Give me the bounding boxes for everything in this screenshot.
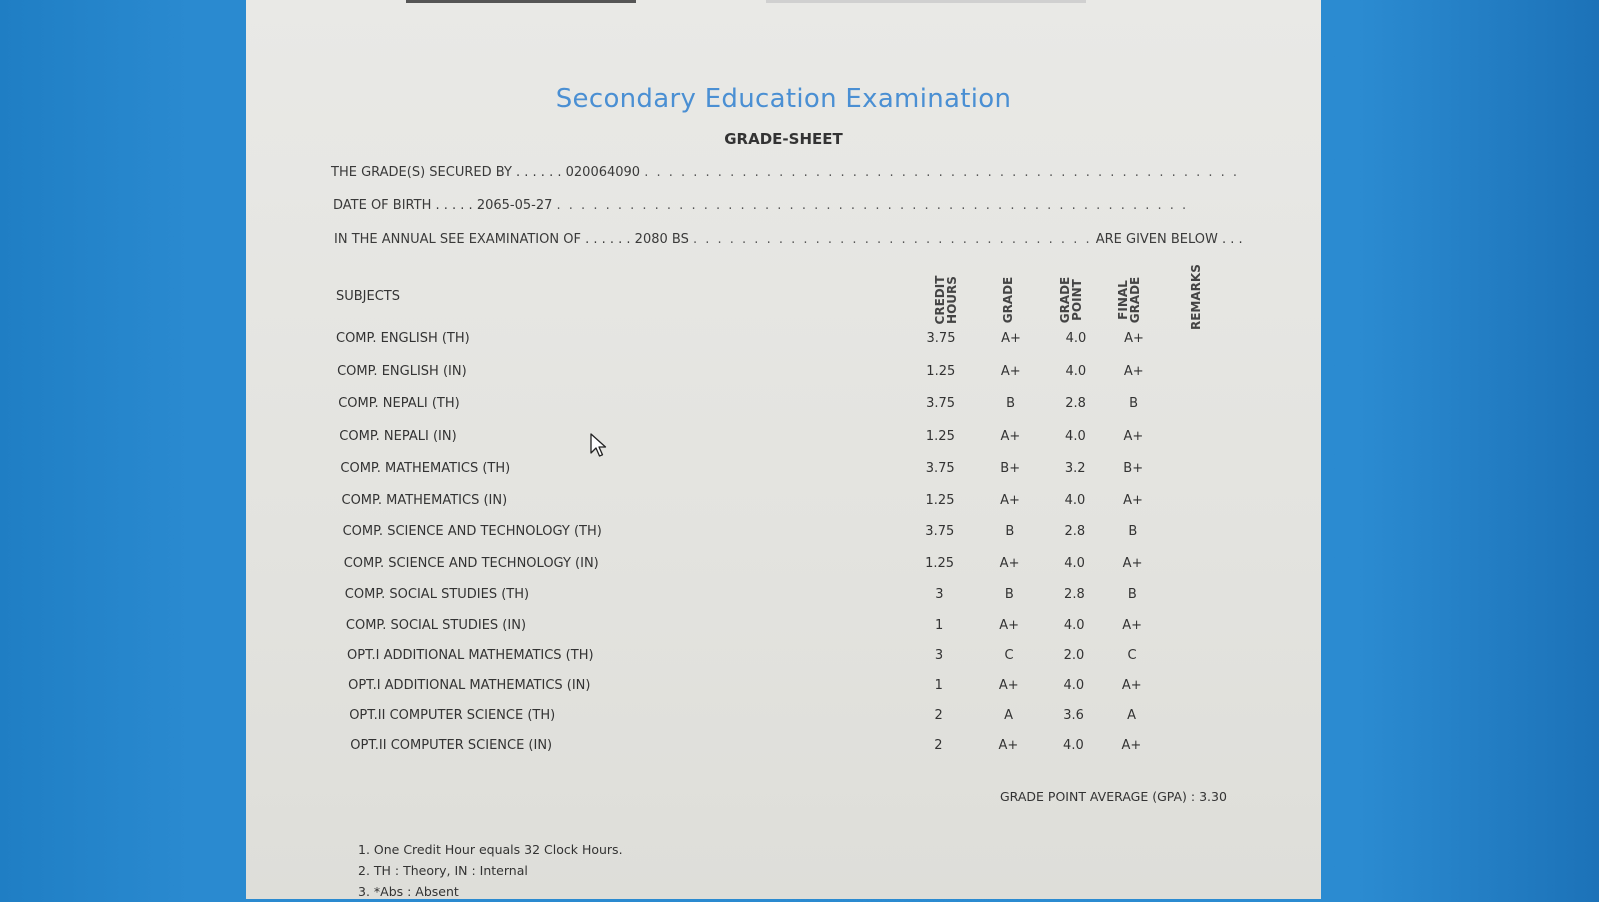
- final-grade-cell: A+: [1123, 364, 1144, 379]
- credit-hours-cell: 1: [934, 678, 943, 693]
- final-grade-cell: B+: [1123, 461, 1144, 476]
- grade-cell: A+: [999, 556, 1020, 571]
- header-subjects: SUBJECTS: [336, 289, 401, 304]
- footnote-item: 2. TH : Theory, IN : Internal: [358, 863, 528, 878]
- table-row: [349, 708, 1249, 728]
- table-row: [346, 618, 1246, 638]
- final-grade-cell: B: [1128, 524, 1138, 539]
- table-row: [340, 461, 1240, 481]
- table-row: [343, 524, 1243, 544]
- credit-hours-cell: 3.75: [926, 331, 956, 346]
- credit-hours-cell: 1.25: [925, 429, 955, 444]
- subject-cell: COMP. MATHEMATICS (IN): [341, 493, 508, 508]
- grade-cell: A: [1004, 708, 1014, 723]
- table-row: [336, 331, 1236, 351]
- dotted-leader: . . . . . . . . . . . . . . . . . . . . . . . . . . . . . . . . .: [692, 232, 1092, 247]
- final-grade-cell: B: [1127, 587, 1137, 602]
- grade-cell: A+: [998, 738, 1019, 753]
- subject-cell: OPT.II COMPUTER SCIENCE (TH): [349, 708, 556, 723]
- grade-cell: A+: [1000, 429, 1021, 444]
- grade-point-cell: 2.0: [1063, 648, 1085, 663]
- subject-cell: COMP. SCIENCE AND TECHNOLOGY (TH): [342, 524, 602, 539]
- secured-by-line: [331, 165, 1239, 180]
- table-row: [337, 364, 1237, 384]
- exam-title: Secondary Education Examination: [555, 84, 1012, 114]
- table-row: [350, 738, 1250, 758]
- credit-hours-cell: 1.25: [926, 364, 956, 379]
- footnote-item: 1. One Credit Hour equals 32 Clock Hours.: [358, 842, 623, 857]
- subject-cell: COMP. SCIENCE AND TECHNOLOGY (IN): [343, 556, 599, 571]
- subject-cell: COMP. MATHEMATICS (TH): [340, 461, 511, 476]
- footnotes: [358, 839, 623, 902]
- grade-point-cell: 4.0: [1065, 429, 1086, 444]
- dotted-leader: . . . . . . . . . . . . . . . . . . . . . . . . . . . . . . . . . . . . . . . . . . . . . . . . .: [644, 165, 1240, 180]
- table-row: [348, 678, 1248, 698]
- subject-cell: COMP. SOCIAL STUDIES (TH): [344, 587, 530, 602]
- header-grade: GRADE: [1001, 276, 1015, 324]
- grade-point-cell: 4.0: [1065, 331, 1087, 346]
- sheet-title: GRADE-SHEET: [724, 130, 843, 148]
- symbol-number: 020064090: [565, 165, 641, 180]
- subject-cell: OPT.I ADDITIONAL MATHEMATICS (TH): [347, 648, 594, 663]
- credit-hours-cell: 3: [935, 587, 944, 602]
- grade-cell: A+: [999, 618, 1020, 633]
- exam-suffix: ARE GIVEN BELOW . . .: [1095, 232, 1243, 247]
- exam-line: [334, 232, 1243, 247]
- grade-cell: C: [1004, 648, 1014, 663]
- final-grade-cell: A+: [1123, 493, 1143, 508]
- final-grade-cell: C: [1127, 648, 1137, 663]
- footnote-item: 3. *Abs : Absent: [358, 884, 459, 899]
- grade-point-cell: 4.0: [1063, 738, 1084, 753]
- credit-hours-cell: 1.25: [925, 493, 955, 508]
- table-row: [344, 556, 1244, 576]
- header-credit-hours: CREDIT HOURS: [933, 275, 959, 325]
- subject-cell: COMP. NEPALI (TH): [338, 396, 460, 411]
- credit-hours-cell: 2: [934, 708, 943, 723]
- top-edge-bar-light: [766, 0, 1086, 3]
- table-row: [347, 648, 1247, 668]
- grade-point-cell: 3.2: [1064, 461, 1086, 476]
- table-row: [339, 429, 1239, 449]
- dob-line: [333, 198, 1188, 213]
- credit-hours-cell: 1: [935, 618, 944, 633]
- mouse-pointer-icon: [590, 433, 608, 459]
- grade-point-cell: 4.0: [1063, 678, 1085, 693]
- final-grade-cell: A: [1127, 708, 1137, 723]
- secured-by-label: THE GRADE(S) SECURED BY . . . . . .: [331, 165, 562, 180]
- grade-cell: A+: [1001, 331, 1021, 346]
- grade-cell: A+: [998, 678, 1019, 693]
- credit-hours-cell: 3.75: [926, 396, 956, 411]
- dob-label: DATE OF BIRTH . . . . .: [333, 198, 473, 213]
- subject-cell: COMP. NEPALI (IN): [339, 429, 457, 444]
- final-grade-cell: A+: [1121, 738, 1142, 753]
- credit-hours-cell: 3.75: [925, 461, 955, 476]
- final-grade-cell: A+: [1124, 331, 1144, 346]
- final-grade-cell: A+: [1122, 556, 1143, 571]
- grade-point-cell: 4.0: [1064, 556, 1085, 571]
- subject-cell: COMP. ENGLISH (TH): [336, 331, 470, 346]
- header-remarks: REMARKS: [1189, 264, 1203, 330]
- subject-cell: COMP. ENGLISH (IN): [337, 364, 467, 379]
- table-row: [342, 493, 1242, 513]
- header-final-grade: FINAL GRADE: [1116, 276, 1142, 324]
- grade-point-cell: 2.8: [1064, 524, 1086, 539]
- grade-point-cell: 3.6: [1063, 708, 1084, 723]
- grade-point-cell: 4.0: [1064, 493, 1086, 508]
- table-row: [345, 587, 1245, 607]
- gpa-summary: GRADE POINT AVERAGE (GPA) : 3.30: [1000, 789, 1227, 804]
- credit-hours-cell: 3.75: [925, 524, 955, 539]
- subject-cell: COMP. SOCIAL STUDIES (IN): [345, 618, 527, 633]
- grade-cell: A+: [1000, 364, 1021, 379]
- table-row: [338, 396, 1238, 416]
- dotted-leader: . . . . . . . . . . . . . . . . . . . . . . . . . . . . . . . . . . . . . . . . . . . . . . . . . . . .: [556, 198, 1189, 213]
- subject-cell: OPT.I ADDITIONAL MATHEMATICS (IN): [348, 678, 591, 693]
- credit-hours-cell: 1.25: [925, 556, 955, 571]
- final-grade-cell: A+: [1123, 429, 1144, 444]
- credit-hours-cell: 2: [934, 738, 943, 753]
- final-grade-cell: A+: [1121, 678, 1142, 693]
- grade-point-cell: 2.8: [1064, 587, 1085, 602]
- grade-cell: B: [1006, 396, 1016, 411]
- grade-point-cell: 4.0: [1063, 618, 1085, 633]
- grade-cell: B+: [1000, 461, 1021, 476]
- top-edge-bar: [406, 0, 636, 3]
- grade-point-cell: 4.0: [1065, 364, 1087, 379]
- exam-year: 2080 BS: [634, 232, 689, 247]
- grade-point-cell: 2.8: [1065, 396, 1086, 411]
- header-grade-point: GRADE POINT: [1058, 276, 1084, 324]
- exam-label: IN THE ANNUAL SEE EXAMINATION OF . . . . . .: [334, 232, 631, 247]
- final-grade-cell: A+: [1122, 618, 1143, 633]
- grade-cell: B: [1004, 587, 1014, 602]
- credit-hours-cell: 3: [934, 648, 944, 663]
- grade-cell: B: [1005, 524, 1015, 539]
- subject-cell: OPT.II COMPUTER SCIENCE (IN): [350, 738, 553, 753]
- grade-cell: A+: [1000, 493, 1020, 508]
- grade-sheet-page: [246, 0, 1321, 899]
- final-grade-cell: B: [1129, 396, 1139, 411]
- dob-value: 2065-05-27: [476, 198, 553, 213]
